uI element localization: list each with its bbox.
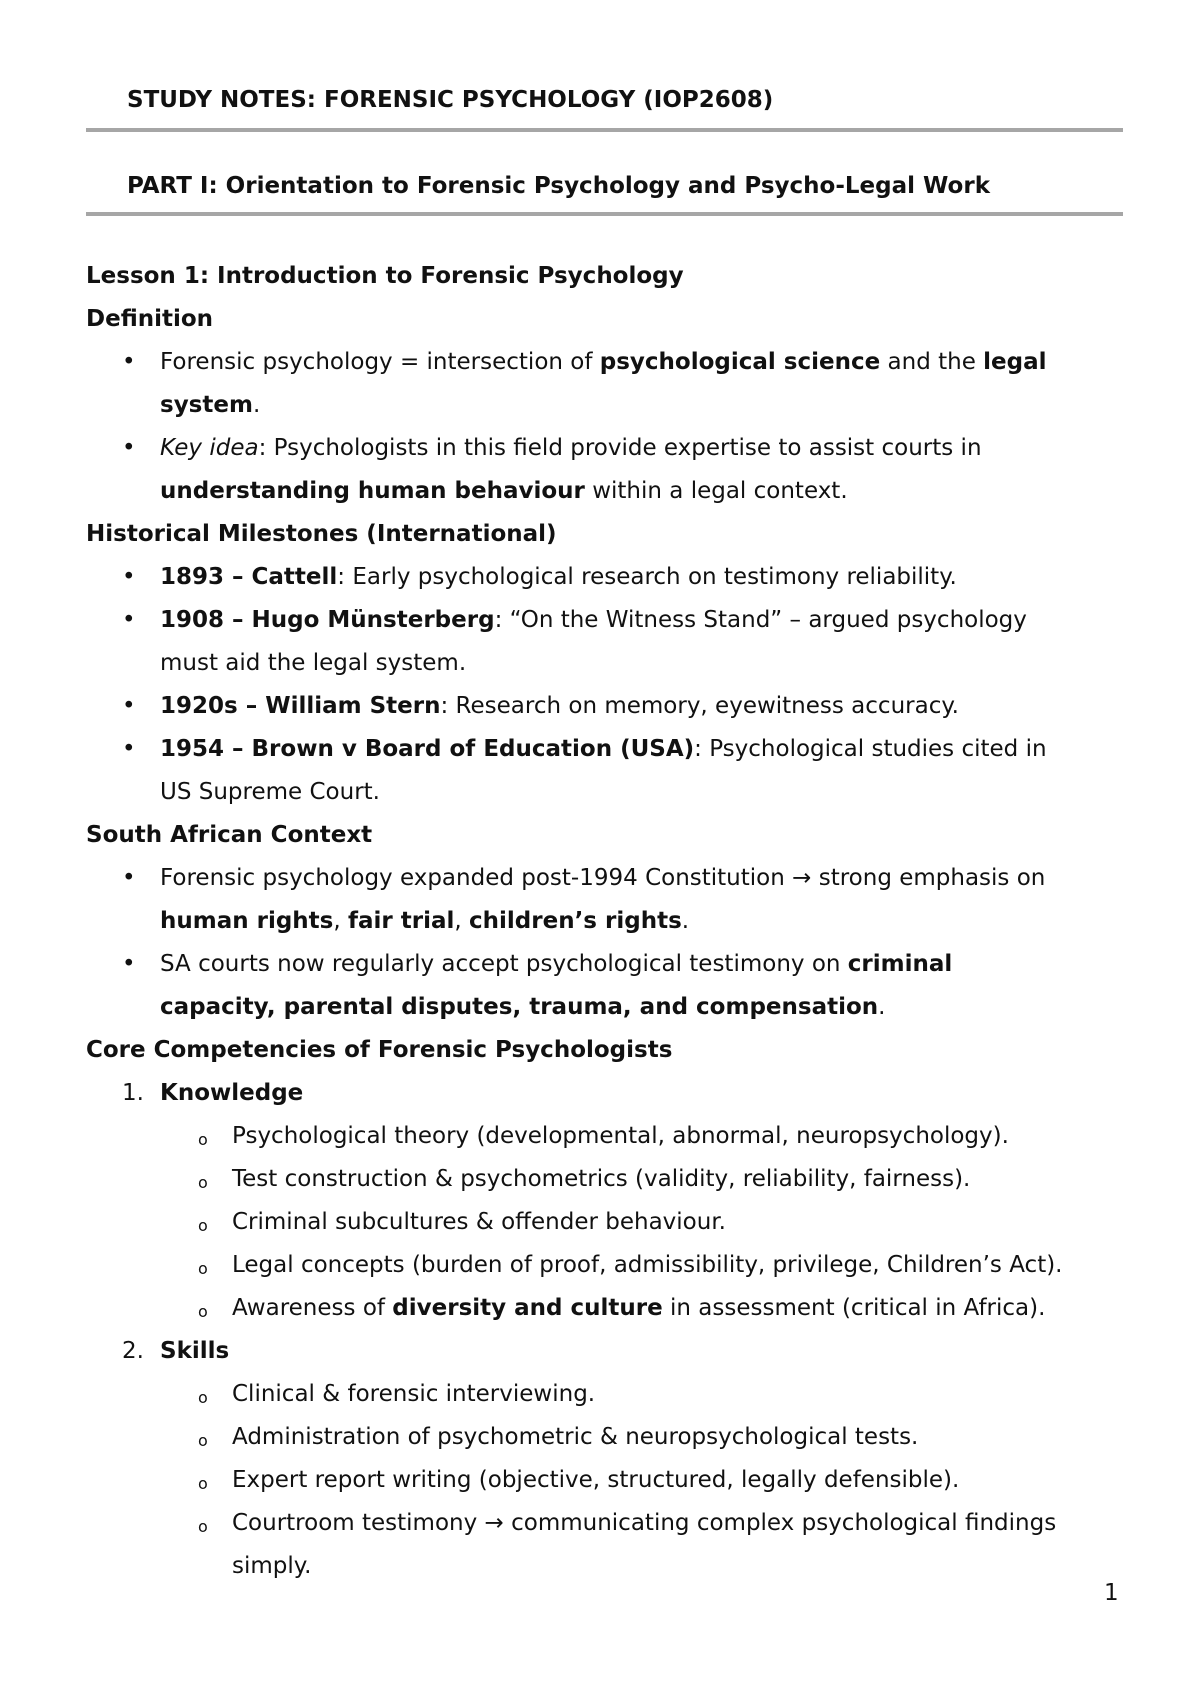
bullet-icon: • [122,693,136,719]
circle-bullet-icon: o [198,1431,208,1450]
sub-list-item: o Psychological theory (developmental, abnormal, neuropsychology). [86,1115,1200,1158]
list-item: • 1920s – William Stern: Research on memory, eyewitness accuracy. [86,685,1160,728]
title-divider [86,128,1123,132]
circle-bullet-icon: o [198,1259,208,1278]
definition-list [86,341,1146,513]
sub-list-item: o Administration of psychometric & neuropsychological tests. [86,1416,1200,1459]
list-item: • 1908 – Hugo Münsterberg: “On the Witness Stand” – argued psychology must aid the legal system. [86,599,1160,685]
sub-list-item: o Legal concepts (burden of proof, admissibility, privilege, Children’s Act). [86,1244,1200,1287]
core-list [86,1072,1146,1115]
circle-bullet-icon: o [198,1216,208,1235]
list-item: • SA courts now regularly accept psychological testimony on criminal capacity, parental disputes, trauma, and compensation. [86,943,1160,1029]
document-title: STUDY NOTES: FORENSIC PSYCHOLOGY (IOP2608) [127,87,774,113]
bullet-icon: • [122,349,136,375]
list-item: • Key idea: Psychologists in this field provide expertise to assist courts in understanding human behaviour within a legal context. [86,427,1160,513]
list-item: • Forensic psychology expanded post-1994 Constitution → strong emphasis on human rights, fair trial, children’s rights. [86,857,1160,943]
list-item: • 1893 – Cattell: Early psychological research on testimony reliability. [86,556,1160,599]
list-item: • Forensic psychology = intersection of psychological science and the legal system. [86,341,1160,427]
sub-list-item: o Test construction & psychometrics (validity, reliability, fairness). [86,1158,1200,1201]
circle-bullet-icon: o [198,1474,208,1493]
circle-bullet-icon: o [198,1388,208,1407]
numbered-item-knowledge: 1. Knowledge [122,1080,304,1106]
sub-list-item: o Awareness of diversity and culture in assessment (critical in Africa). [86,1287,1200,1330]
history-list [86,556,1146,814]
sub-list-item: o Courtroom testimony → communicating complex psychological findings simply. [86,1502,1200,1588]
list-item: • 1954 – Brown v Board of Education (USA): Psychological studies cited in US Supreme Court. [86,728,1160,814]
sa-list [86,857,1146,1029]
sub-list-item: o Criminal subcultures & offender behaviour. [86,1201,1200,1244]
core-heading: Core Competencies of Forensic Psychologists [86,1037,673,1063]
core-list-2 [86,1330,1146,1373]
bullet-icon: • [122,435,136,461]
bullet-icon: • [122,865,136,891]
sa-heading: South African Context [86,822,373,848]
bullet-icon: • [122,607,136,633]
bullet-icon: • [122,564,136,590]
part-divider [86,212,1123,216]
lesson-title: Lesson 1: Introduction to Forensic Psychology [86,263,684,289]
part-heading: PART I: Orientation to Forensic Psychology and Psycho-Legal Work [127,173,990,199]
sub-list-item: o Clinical & forensic interviewing. [86,1373,1200,1416]
definition-heading: Definition [86,306,214,332]
history-heading: Historical Milestones (International) [86,521,557,547]
circle-bullet-icon: o [198,1517,208,1536]
page-number: 1 [1104,1580,1119,1606]
circle-bullet-icon: o [198,1130,208,1149]
circle-bullet-icon: o [198,1173,208,1192]
numbered-item-skills: 2. Skills [122,1338,230,1364]
skills-sublist [86,1373,1146,1588]
bullet-icon: • [122,951,136,977]
circle-bullet-icon: o [198,1302,208,1321]
knowledge-sublist [86,1115,1146,1330]
bullet-icon: • [122,736,136,762]
document-body [86,255,1146,1588]
sub-list-item: o Expert report writing (objective, structured, legally defensible). [86,1459,1200,1502]
